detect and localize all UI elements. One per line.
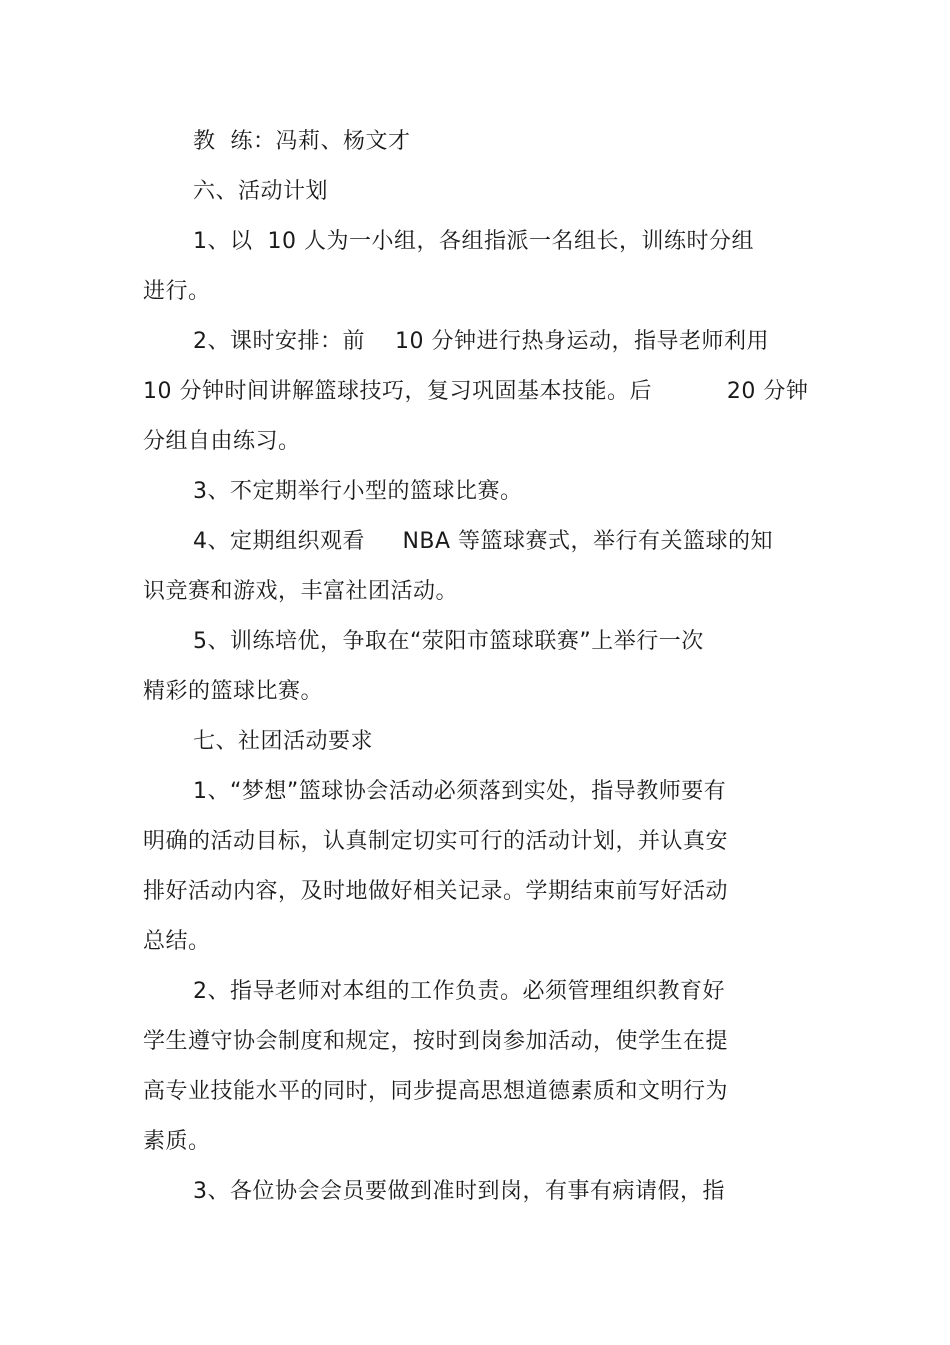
paragraph-line: 总结。 xyxy=(143,929,211,954)
paragraph-line: 2、指导老师对本组的工作负责。必须管理组织教育好 xyxy=(193,979,725,1004)
paragraph-line: 10 分钟时间讲解篮球技巧，复习巩固基本技能。后 20 分钟 xyxy=(143,379,809,404)
coach-line: 教 练：冯莉、杨文才 xyxy=(193,129,411,154)
paragraph-line: 识竞赛和游戏，丰富社团活动。 xyxy=(143,579,459,604)
paragraph-line: 1、“梦想”篮球协会活动必须落到实处，指导教师要有 xyxy=(193,779,727,804)
paragraph-line: 4、定期组织观看 NBA 等篮球赛式，举行有关篮球的知 xyxy=(193,529,774,554)
paragraph-line: 高专业技能水平的同时，同步提高思想道德素质和文明行为 xyxy=(143,1079,729,1104)
paragraph-line: 素质。 xyxy=(143,1129,211,1154)
paragraph-line: 精彩的篮球比赛。 xyxy=(143,679,324,704)
paragraph-line: 3、各位协会会员要做到准时到岗，有事有病请假，指 xyxy=(193,1179,725,1204)
paragraph-line: 分组自由练习。 xyxy=(143,429,301,454)
paragraph-line: 排好活动内容，及时地做好相关记录。学期结束前写好活动 xyxy=(143,879,729,904)
paragraph-line: 3、不定期举行小型的篮球比赛。 xyxy=(193,479,523,504)
section-heading-activity-plan: 六、活动计划 xyxy=(193,179,329,204)
section-heading-requirements: 七、社团活动要求 xyxy=(193,729,374,754)
paragraph-line: 学生遵守协会制度和规定，按时到岗参加活动，使学生在提 xyxy=(143,1029,729,1054)
paragraph-line: 1、以 10 人为一小组，各组指派一名组长，训练时分组 xyxy=(193,229,754,254)
paragraph-line: 进行。 xyxy=(143,279,211,304)
paragraph-line: 2、课时安排：前 10 分钟进行热身运动，指导老师利用 xyxy=(193,329,769,354)
paragraph-line: 5、训练培优，争取在“荥阳市篮球联赛”上举行一次 xyxy=(193,629,704,654)
paragraph-line: 明确的活动目标，认真制定切实可行的活动计划，并认真安 xyxy=(143,829,729,854)
